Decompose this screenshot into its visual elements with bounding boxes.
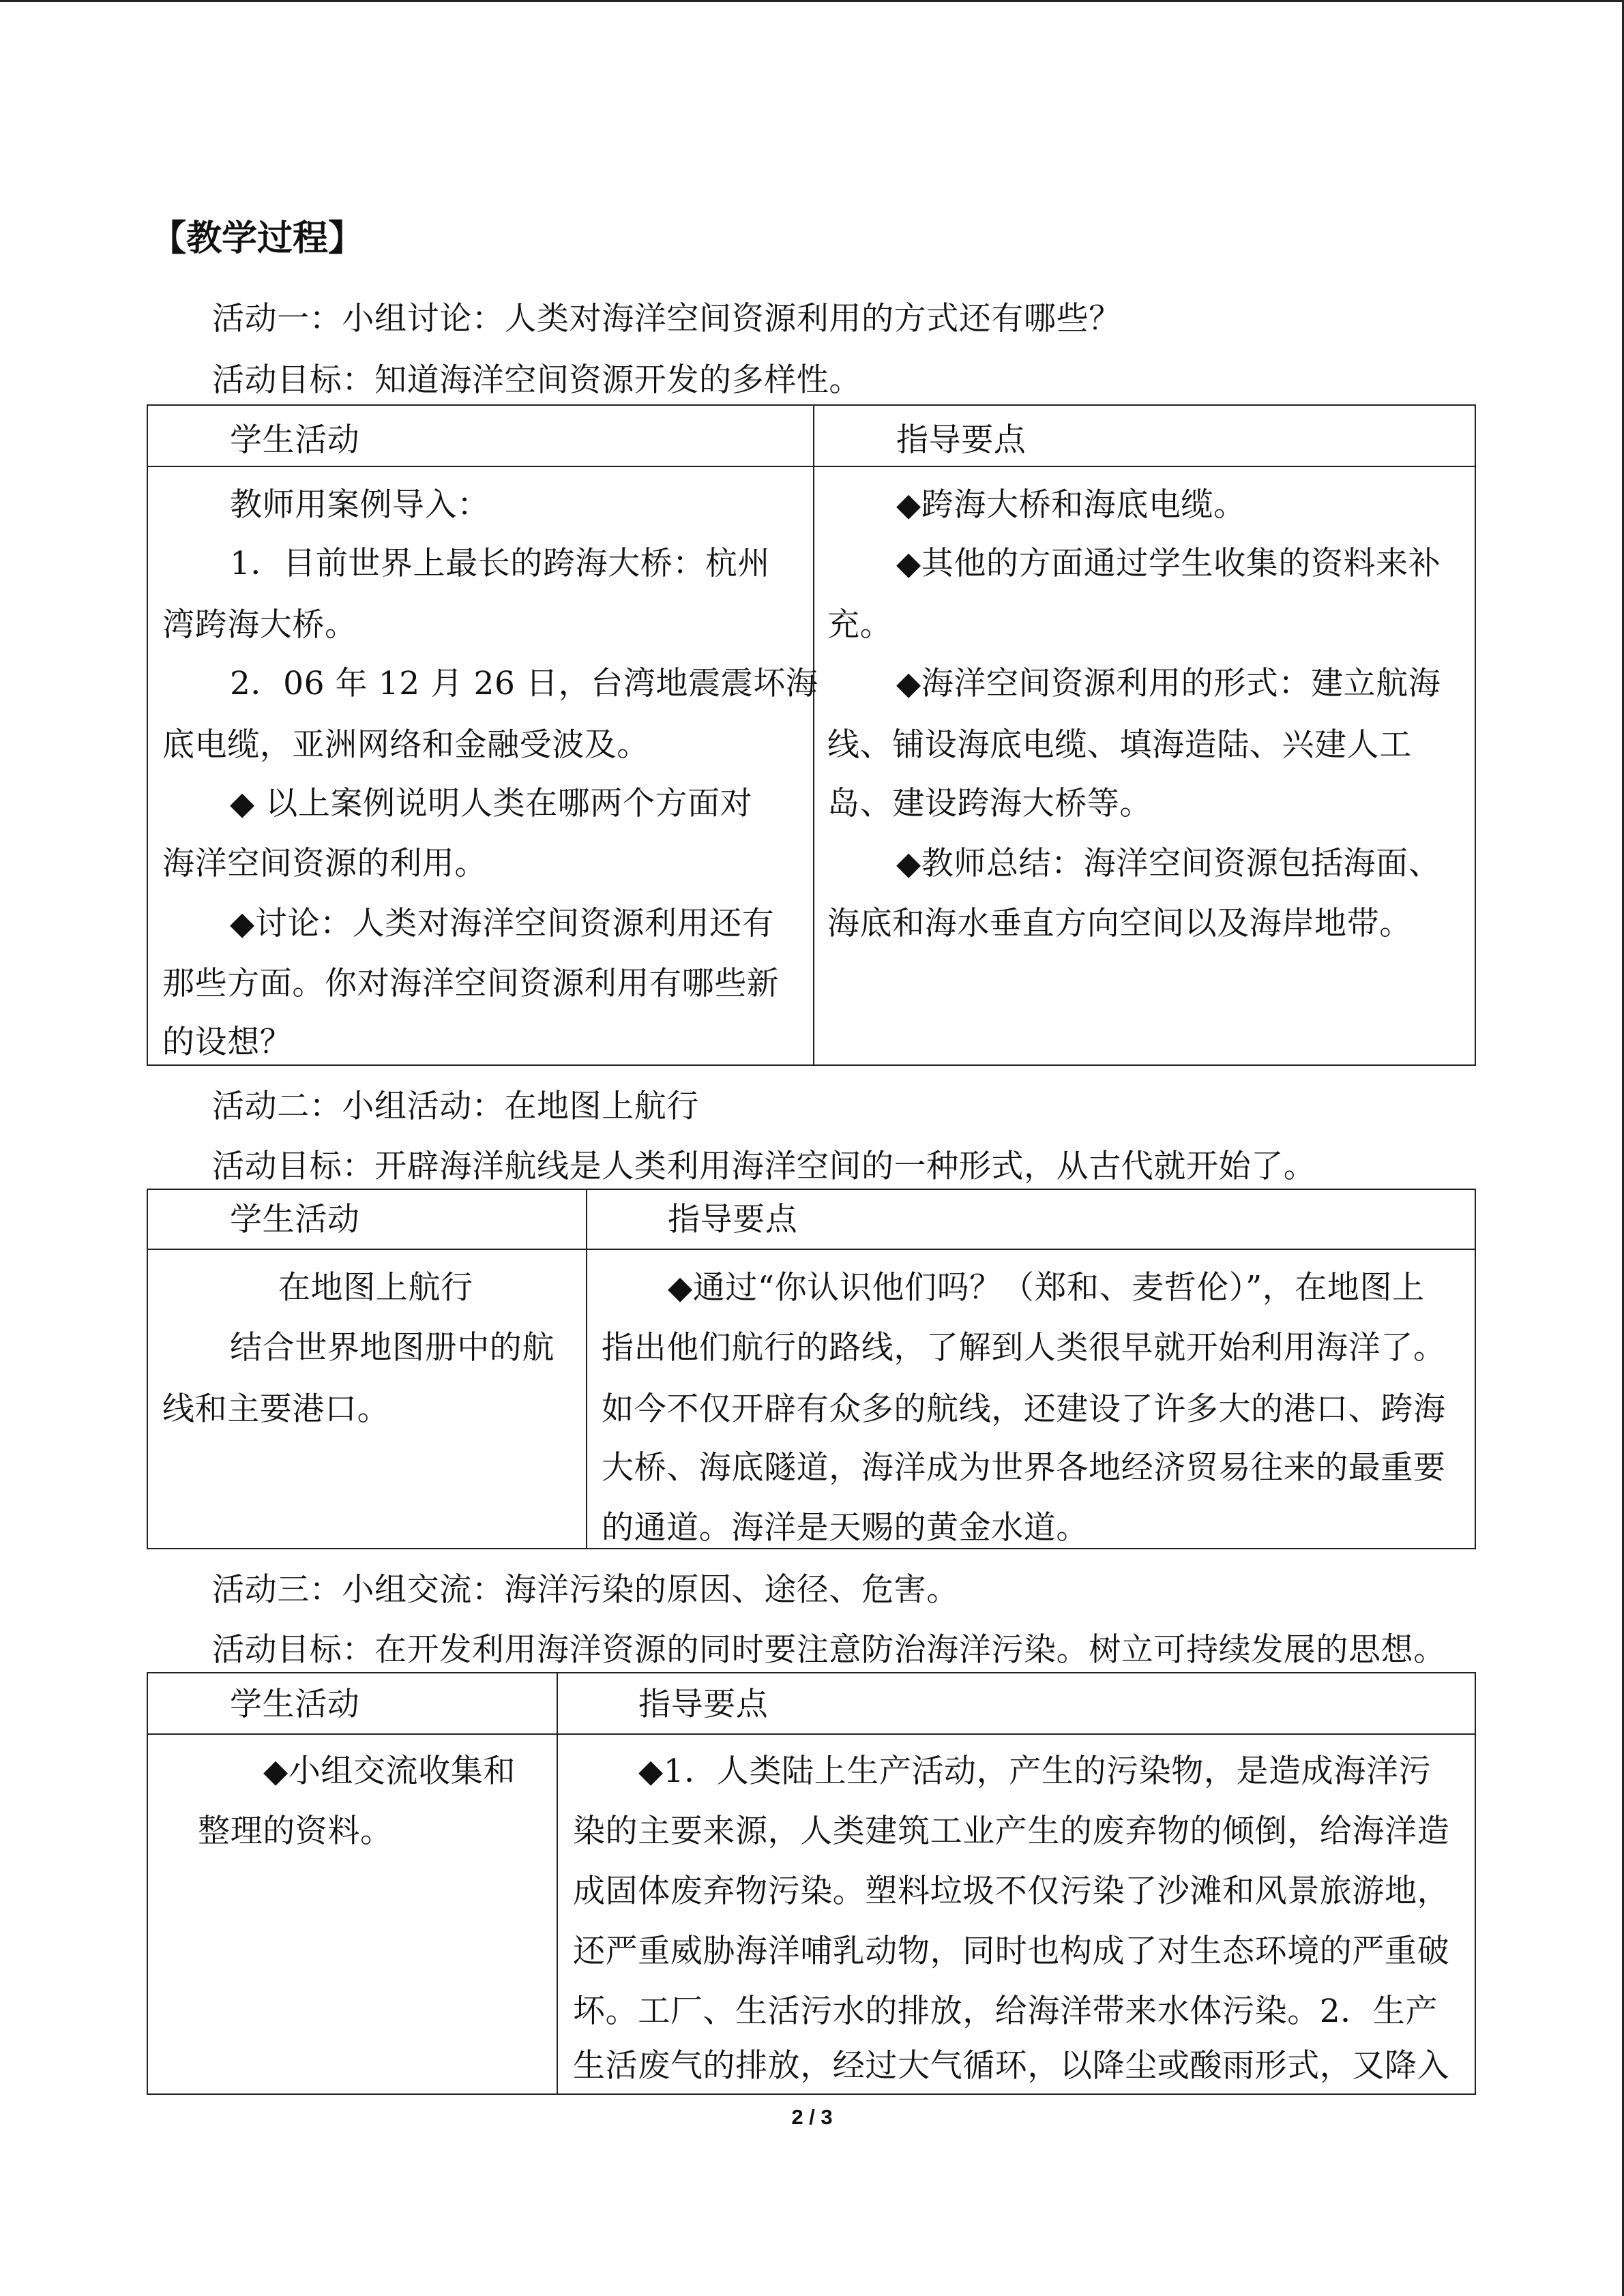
activity-3-col-guide: 指导要点 xyxy=(638,1686,769,1723)
activity-1-guide-line: 线、铺设海底电缆、填海造陆、兴建人工 xyxy=(827,726,1412,764)
activity-2-guide-line: 如今不仅开辟有众多的航线，还建设了许多大的港口、跨海 xyxy=(602,1390,1446,1428)
activity-3-guide-line: 还严重威胁海洋哺乳动物，同时也构成了对生态环境的严重破 xyxy=(573,1933,1450,1970)
activity-2-guide-line: 的通道。海洋是天赐的黄金水道。 xyxy=(602,1509,1089,1547)
activity-1-student-line: 湾跨海大桥。 xyxy=(162,606,357,644)
activity-1-student-line: ◆ 以上案例说明人类在哪两个方面对 xyxy=(230,785,753,822)
activity-1-guide-line: ◆海洋空间资源利用的形式：建立航海 xyxy=(896,665,1441,702)
activity-1-guide-line: ◆跨海大桥和海底电缆。 xyxy=(896,486,1246,524)
page-number: 2 / 3 xyxy=(791,2105,833,2129)
activity-3-goal: 活动目标：在开发利用海洋资源的同时要注意防治海洋污染。树立可持续发展的思想。 xyxy=(212,1631,1446,1669)
table-column-divider xyxy=(586,1190,587,1548)
activity-1-heading: 活动一：小组讨论：人类对海洋空间资源利用的方式还有哪些？ xyxy=(212,300,1121,338)
activity-1-guide-line: ◆其他的方面通过学生收集的资料来补 xyxy=(896,545,1441,582)
section-title: 【教学过程】 xyxy=(151,218,364,259)
activity-1-guide-line: 岛、建设跨海大桥等。 xyxy=(827,785,1152,822)
activity-3-student-line: ◆小组交流收集和 xyxy=(263,1753,516,1790)
activity-1-student-line: 1．目前世界上最长的跨海大桥：杭州 xyxy=(230,545,771,582)
activity-2-student-line: 结合世界地图册中的航 xyxy=(230,1329,555,1367)
activity-1-student-line: 海洋空间资源的利用。 xyxy=(162,845,487,882)
activity-3-guide-line: ◆1．人类陆上生产活动，产生的污染物，是造成海洋污 xyxy=(638,1753,1432,1790)
activity-2-heading: 活动二：小组活动：在地图上航行 xyxy=(212,1088,699,1125)
activity-2-guide-line: 大桥、海底隧道，海洋成为世界各地经济贸易往来的最重要 xyxy=(602,1449,1446,1487)
activity-3-guide-line: 染的主要来源，人类建筑工业产生的废弃物的倾倒，给海洋造 xyxy=(573,1813,1450,1850)
activity-3-guide-line: 成固体废弃物污染。塑料垃圾不仅污染了沙滩和风景旅游地， xyxy=(573,1873,1450,1910)
activity-3-student-line: 整理的资料。 xyxy=(198,1813,393,1850)
table-column-divider xyxy=(813,406,814,1064)
activity-3-heading: 活动三：小组交流：海洋污染的原因、途径、危害。 xyxy=(212,1571,959,1609)
activity-2-guide-line: 指出他们航行的路线，了解到人类很早就开始利用海洋了。 xyxy=(602,1329,1446,1367)
activity-2-col-guide: 指导要点 xyxy=(668,1201,798,1238)
activity-1-student-line: 2．06 年 12 月 26 日，台湾地震震坏海 xyxy=(230,665,818,702)
activity-1-guide-line: ◆教师总结：海洋空间资源包括海面、 xyxy=(896,845,1441,882)
activity-1-student-line: 那些方面。你对海洋空间资源利用有哪些新 xyxy=(162,965,780,1002)
activity-1-col-guide: 指导要点 xyxy=(896,421,1027,459)
activity-1-student-line: 的设想？ xyxy=(162,1024,293,1061)
activity-1-student-line: 教师用案例导入： xyxy=(230,486,490,524)
activity-1-col-student: 学生活动 xyxy=(230,421,360,459)
activity-3-col-student: 学生活动 xyxy=(230,1686,360,1723)
activity-2-student-line: 在地图上航行 xyxy=(278,1269,473,1307)
activity-1-student-line: ◆讨论：人类对海洋空间资源利用还有 xyxy=(230,905,775,942)
activity-2-goal: 活动目标：开辟海洋航线是人类利用海洋空间的一种形式，从古代就开始了。 xyxy=(212,1148,1316,1185)
page-top-border xyxy=(0,0,1624,2)
activity-1-guide-line: 海底和海水垂直方向空间以及海岸地带。 xyxy=(827,905,1412,942)
table-column-divider xyxy=(557,1673,558,2093)
activity-1-goal: 活动目标：知道海洋空间资源开发的多样性。 xyxy=(212,361,861,399)
activity-2-col-student: 学生活动 xyxy=(230,1201,360,1238)
activity-3-guide-line: 坏。工厂、生活污水的排放，给海洋带来水体污染。2．生产 xyxy=(573,1993,1438,2030)
activity-3-guide-line: 生活废气的排放，经过大气循环，以降尘或酸雨形式，又降入 xyxy=(573,2047,1450,2085)
activity-1-guide-line: 充。 xyxy=(827,606,893,644)
activity-2-guide-line: ◆通过“你认识他们吗？（郑和、麦哲伦）”，在地图上 xyxy=(668,1269,1425,1307)
activity-1-student-line: 底电缆，亚洲网络和金融受波及。 xyxy=(162,726,649,764)
activity-2-student-line: 线和主要港口。 xyxy=(162,1390,390,1428)
